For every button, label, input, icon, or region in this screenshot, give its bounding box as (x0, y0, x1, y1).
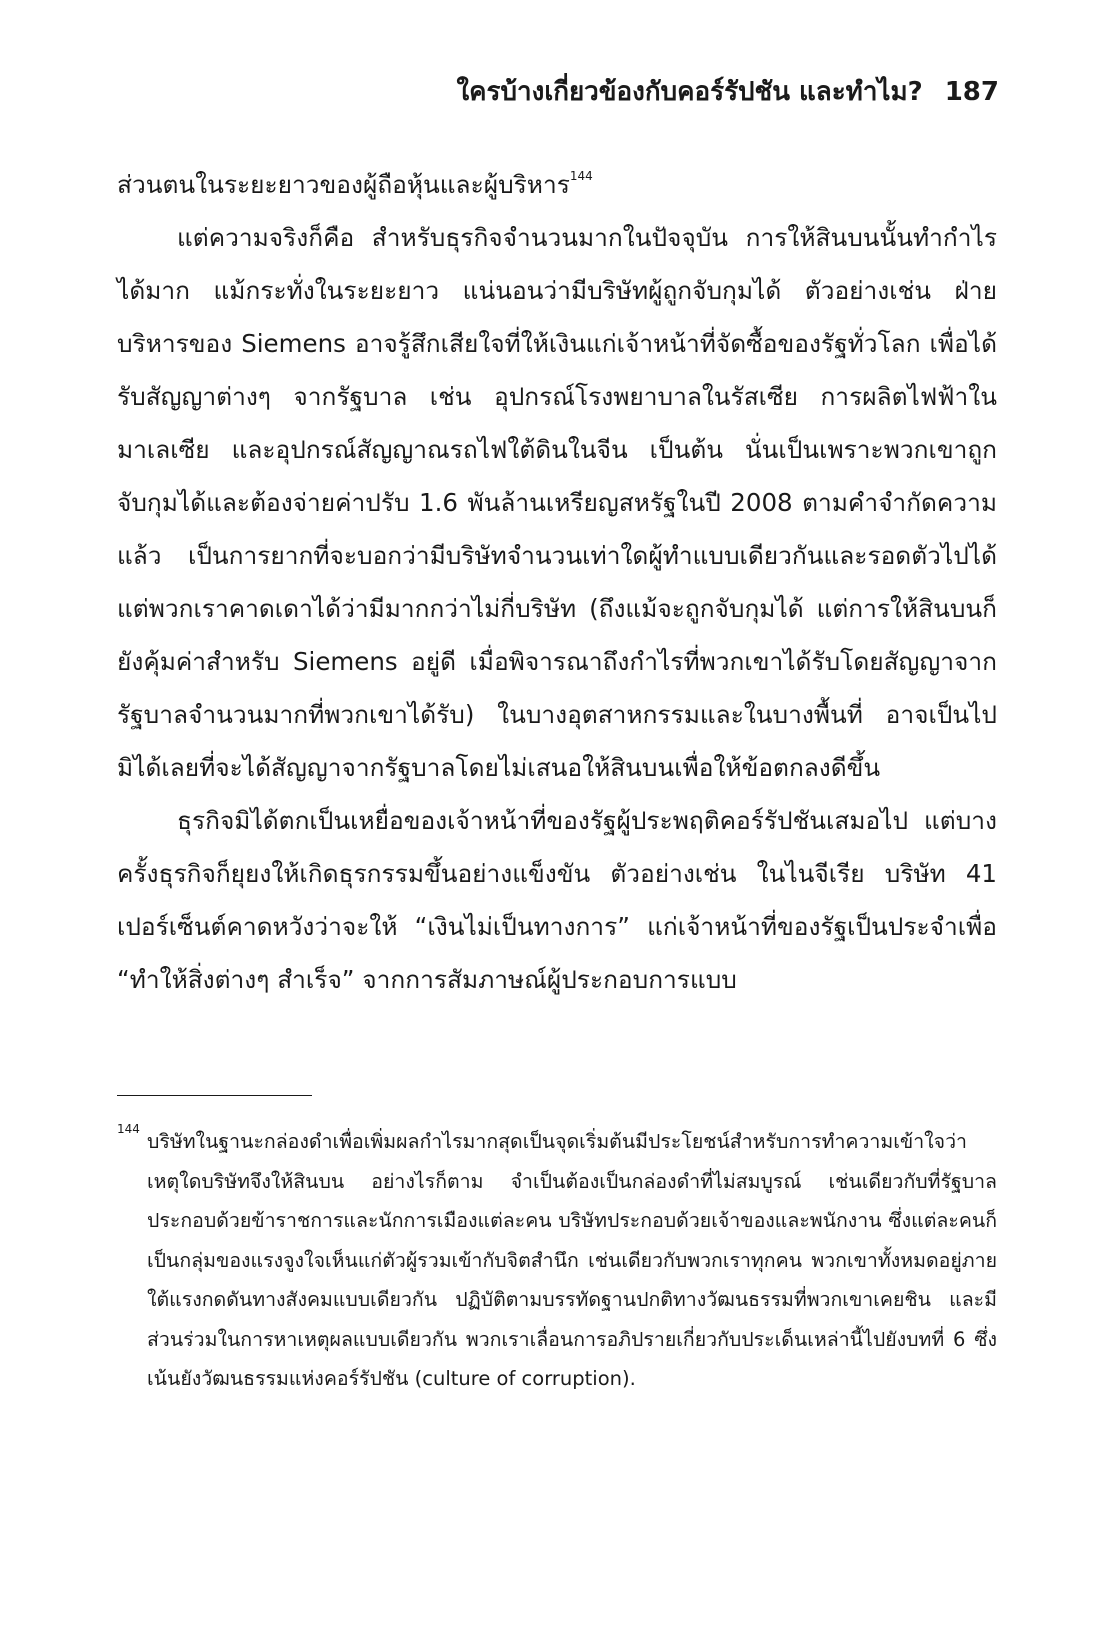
footnote-number: 144 (117, 1122, 140, 1136)
paragraph-2: แต่ความจริงก็คือ สำหรับธุรกิจจำนวนมากในปัจจุบัน การให้สินบนนั้นทำกำไรได้มาก แม้กระทั่งในระยะยาว แน่นอนว่ามีบริษัทผู้ถูกจับกุมได้ ตัวอย่างเช่น ฝ่ายบริหารของ Siemens อาจรู้สึกเสียใจที่ให้เงินแก่เจ้าหน้าที่จัดซื้อของรัฐทั่วโลก เพื่อได้รับสัญญาต่างๆ จากรัฐบาล เช่น อุปกรณ์โรงพยาบาลในรัสเซีย การผลิตไฟฟ้าในมาเลเซีย และอุปกรณ์สัญญาณรถไฟใต้ดินในจีน เป็นต้น นั่นเป็นเพราะพวกเขาถูกจับกุมได้และต้องจ่ายค่าปรับ 1.6 พันล้านเหรียญสหรัฐในปี 2008 ตามคำจำกัดความแล้ว เป็นการยากที่จะบอกว่ามีบริษัทจำนวนเท่าใดผู้ทำแบบเดียวกันและรอดตัวไปได้ แต่พวกเราคาดเดาได้ว่ามีมากกว่าไม่กี่บริษัท (ถึงแม้จะถูกจับกุมได้ แต่การให้สินบนก็ยังคุ้มค่าสำหรับ Siemens อยู่ดี เมื่อพิจารณาถึงกำไรที่พวกเขาได้รับโดยสัญญาจากรัฐบาลจำนวนมากที่พวกเขาได้รับ) ในบางอุตสาหกรรมและในบางพื้นที่ อาจเป็นไปมิได้เลยที่จะได้สัญญาจากรัฐบาลโดยไม่เสนอให้สินบนเพื่อให้ข้อตกลงดีขึ้น (117, 223, 997, 782)
footnote-divider (117, 1095, 312, 1096)
footnote-reference: 144 (569, 168, 593, 183)
running-header (456, 74, 999, 110)
footnote-text: บริษัทในฐานะกล่องดำเพื่อเพิ่มผลกำไรมากสุดเป็นจุดเริ่มต้นมีประโยชน์สำหรับการทำความเข้าใจว่าเหตุใดบริษัทจึงให้สินบน อย่างไรก็ตาม จำเป็นต้องเป็นกล่องดำที่ไม่สมบูรณ์ เช่นเดียวกับที่รัฐบาลประกอบด้วยข้าราชการและนักการเมืองแต่ละคน บริษัทประกอบด้วยเจ้าของและพนักงาน ซึ่งแต่ละคนก็เป็นกลุ่มของแรงจูงใจเห็นแก่ตัวผู้รวมเข้ากับจิตสำนึก เช่นเดียวกับพวกเราทุกคน พวกเขาทั้งหมดอยู่ภายใต้แรงกดดันทางสังคมแบบเดียวกัน ปฏิบัติตามบรรทัดฐานปกติทางวัฒนธรรมที่พวกเขาเคยชิน และมีส่วนร่วมในการหาเหตุผลแบบเดียวกัน พวกเราเลื่อนการอภิปรายเกี่ยวกับประเด็นเหล่านี้ไปยังบทที่ 6 ซึ่งเน้นยังวัฒนธรรมแห่งคอร์รัปชัน (culture of corruption). (147, 1130, 997, 1390)
chapter-title: ใครบ้างเกี่ยวข้องกับคอร์รัปชัน และทำไม? (456, 77, 923, 107)
page-number: 187 (944, 77, 999, 107)
footnote (117, 1122, 997, 1399)
paragraph-3: ธุรกิจมิได้ตกเป็นเหยื่อของเจ้าหน้าที่ของรัฐผู้ประพฤติคอร์รัปชันเสมอไป แต่บางครั้งธุรกิจก็ยุยงให้เกิดธุรกรรมขึ้นอย่างแข็งขัน ตัวอย่างเช่น ในไนจีเรีย บริษัท 41 เปอร์เซ็นต์คาดหวังว่าจะให้ “เงินไม่เป็นทางการ” แก่เจ้าหน้าที่ของรัฐเป็นประจำเพื่อ “ทำให้สิ่งต่างๆ สำเร็จ” จากการสัมภาษณ์ผู้ประกอบการแบบ (117, 806, 997, 994)
paragraph-1 (117, 158, 997, 211)
body-text (117, 158, 997, 1006)
paragraph-1-text: ส่วนตนในระยะยาวของผู้ถือหุ้นและผู้บริหาร (117, 170, 570, 199)
